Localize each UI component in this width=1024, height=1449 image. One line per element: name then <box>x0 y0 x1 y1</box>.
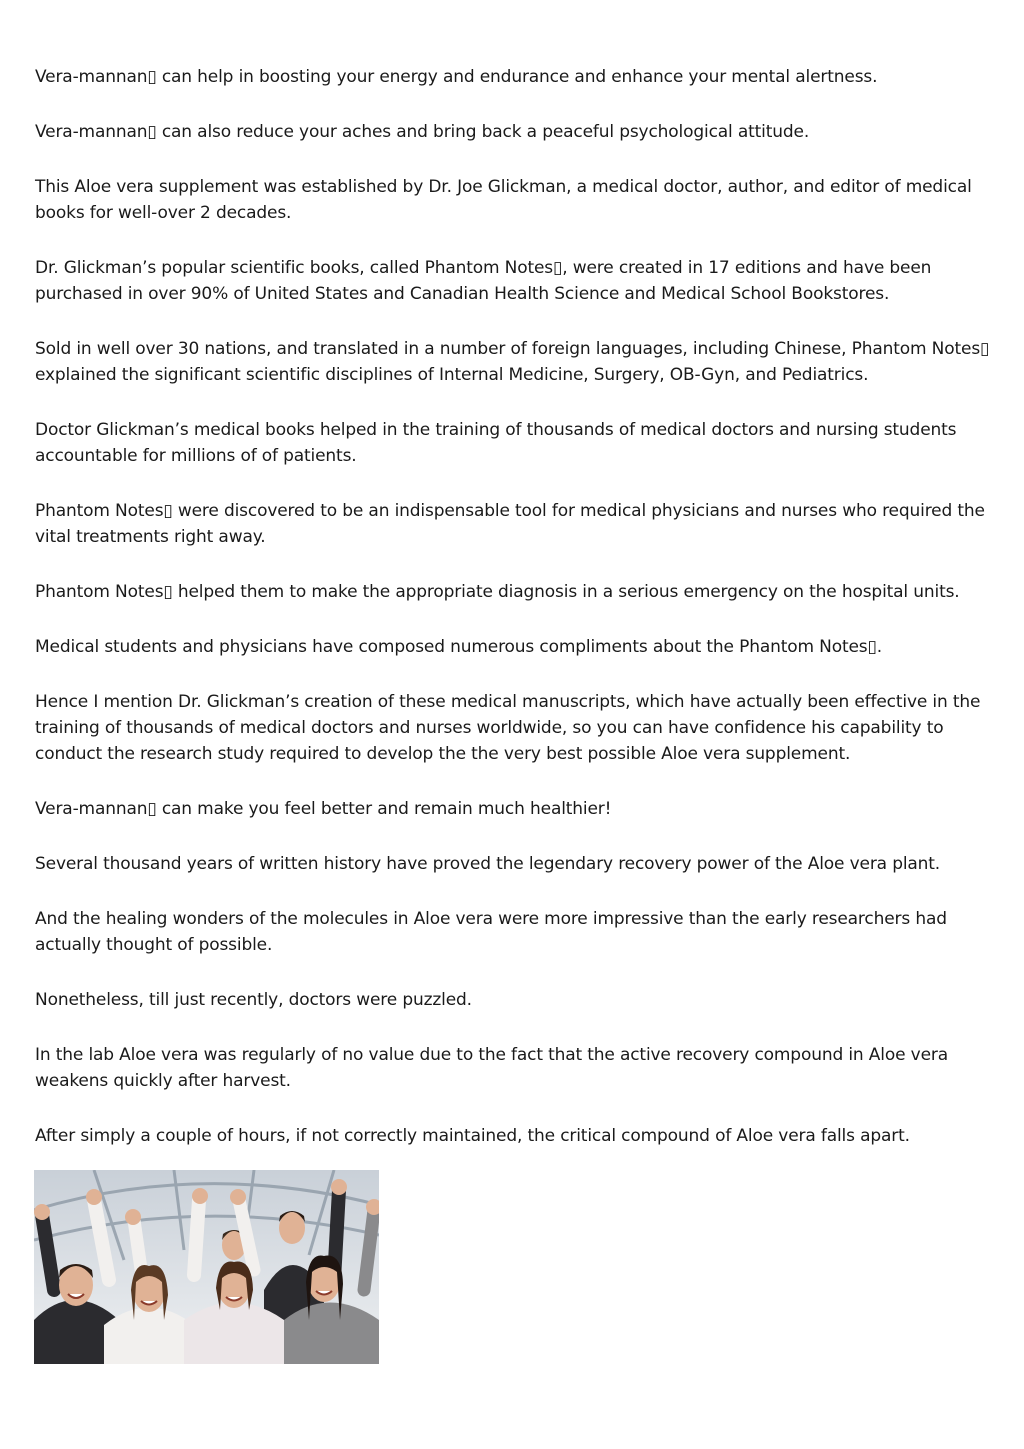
paragraph: Nonetheless, till just recently, doctors were puzzled. <box>35 990 472 1010</box>
paragraph: Phantom Notes▯ were discovered to be an indispensable tool for medical physicians and nurses who required the vital treatments right away. <box>35 501 985 547</box>
paragraph: And the healing wonders of the molecules in Aloe vera were more impressive than the early researchers had actually thought of possible. <box>35 909 947 955</box>
paragraph: Phantom Notes▯ helped them to make the appropriate diagnosis in a serious emergency on the hospital units. <box>35 582 960 602</box>
paragraph: Doctor Glickman’s medical books helped in the training of thousands of medical doctors and nursing students accountable for millions of of patients. <box>35 420 957 466</box>
document-body <box>35 64 995 1178</box>
paragraph: This Aloe vera supplement was established by Dr. Joe Glickman, a medical doctor, author, and editor of medical books for well-over 2 decades. <box>35 177 972 223</box>
paragraph: Dr. Glickman’s popular scientific books, called Phantom Notes▯, were created in 17 editions and have been purchased in over 90% of United States and Canadian Health Science and Medical School Bookstores. <box>35 258 932 304</box>
paragraph: Sold in well over 30 nations, and translated in a number of foreign languages, including Chinese, Phantom Notes▯ explained the significant scientific disciplines of Internal Medicine, Surgery, OB-Gyn, and Pediatrics. <box>35 339 990 385</box>
paragraph: Hence I mention Dr. Glickman’s creation of these medical manuscripts, which have actually been effective in the training of thousands of medical doctors and nurses worldwide, so you can have confidence his capability to conduct the research study required to develop the the very best possible Aloe vera supplement. <box>35 692 981 764</box>
paragraph: Medical students and physicians have composed numerous compliments about the Phantom Notes▯. <box>35 637 882 657</box>
paragraph: Vera-mannan▯ can help in boosting your energy and endurance and enhance your mental alertness. <box>35 67 878 87</box>
paragraph: In the lab Aloe vera was regularly of no value due to the fact that the active recovery compound in Aloe vera weakens quickly after harvest. <box>35 1045 948 1091</box>
paragraph: Vera-mannan▯ can make you feel better and remain much healthier! <box>35 799 612 819</box>
paragraph: Vera-mannan▯ can also reduce your aches and bring back a peaceful psychological attitude. <box>35 122 810 142</box>
paragraph: Several thousand years of written history have proved the legendary recovery power of the Aloe vera plant. <box>35 854 941 874</box>
paragraph: After simply a couple of hours, if not correctly maintained, the critical compound of Aloe vera falls apart. <box>35 1126 910 1146</box>
celebrating-team-photo <box>34 1170 379 1364</box>
